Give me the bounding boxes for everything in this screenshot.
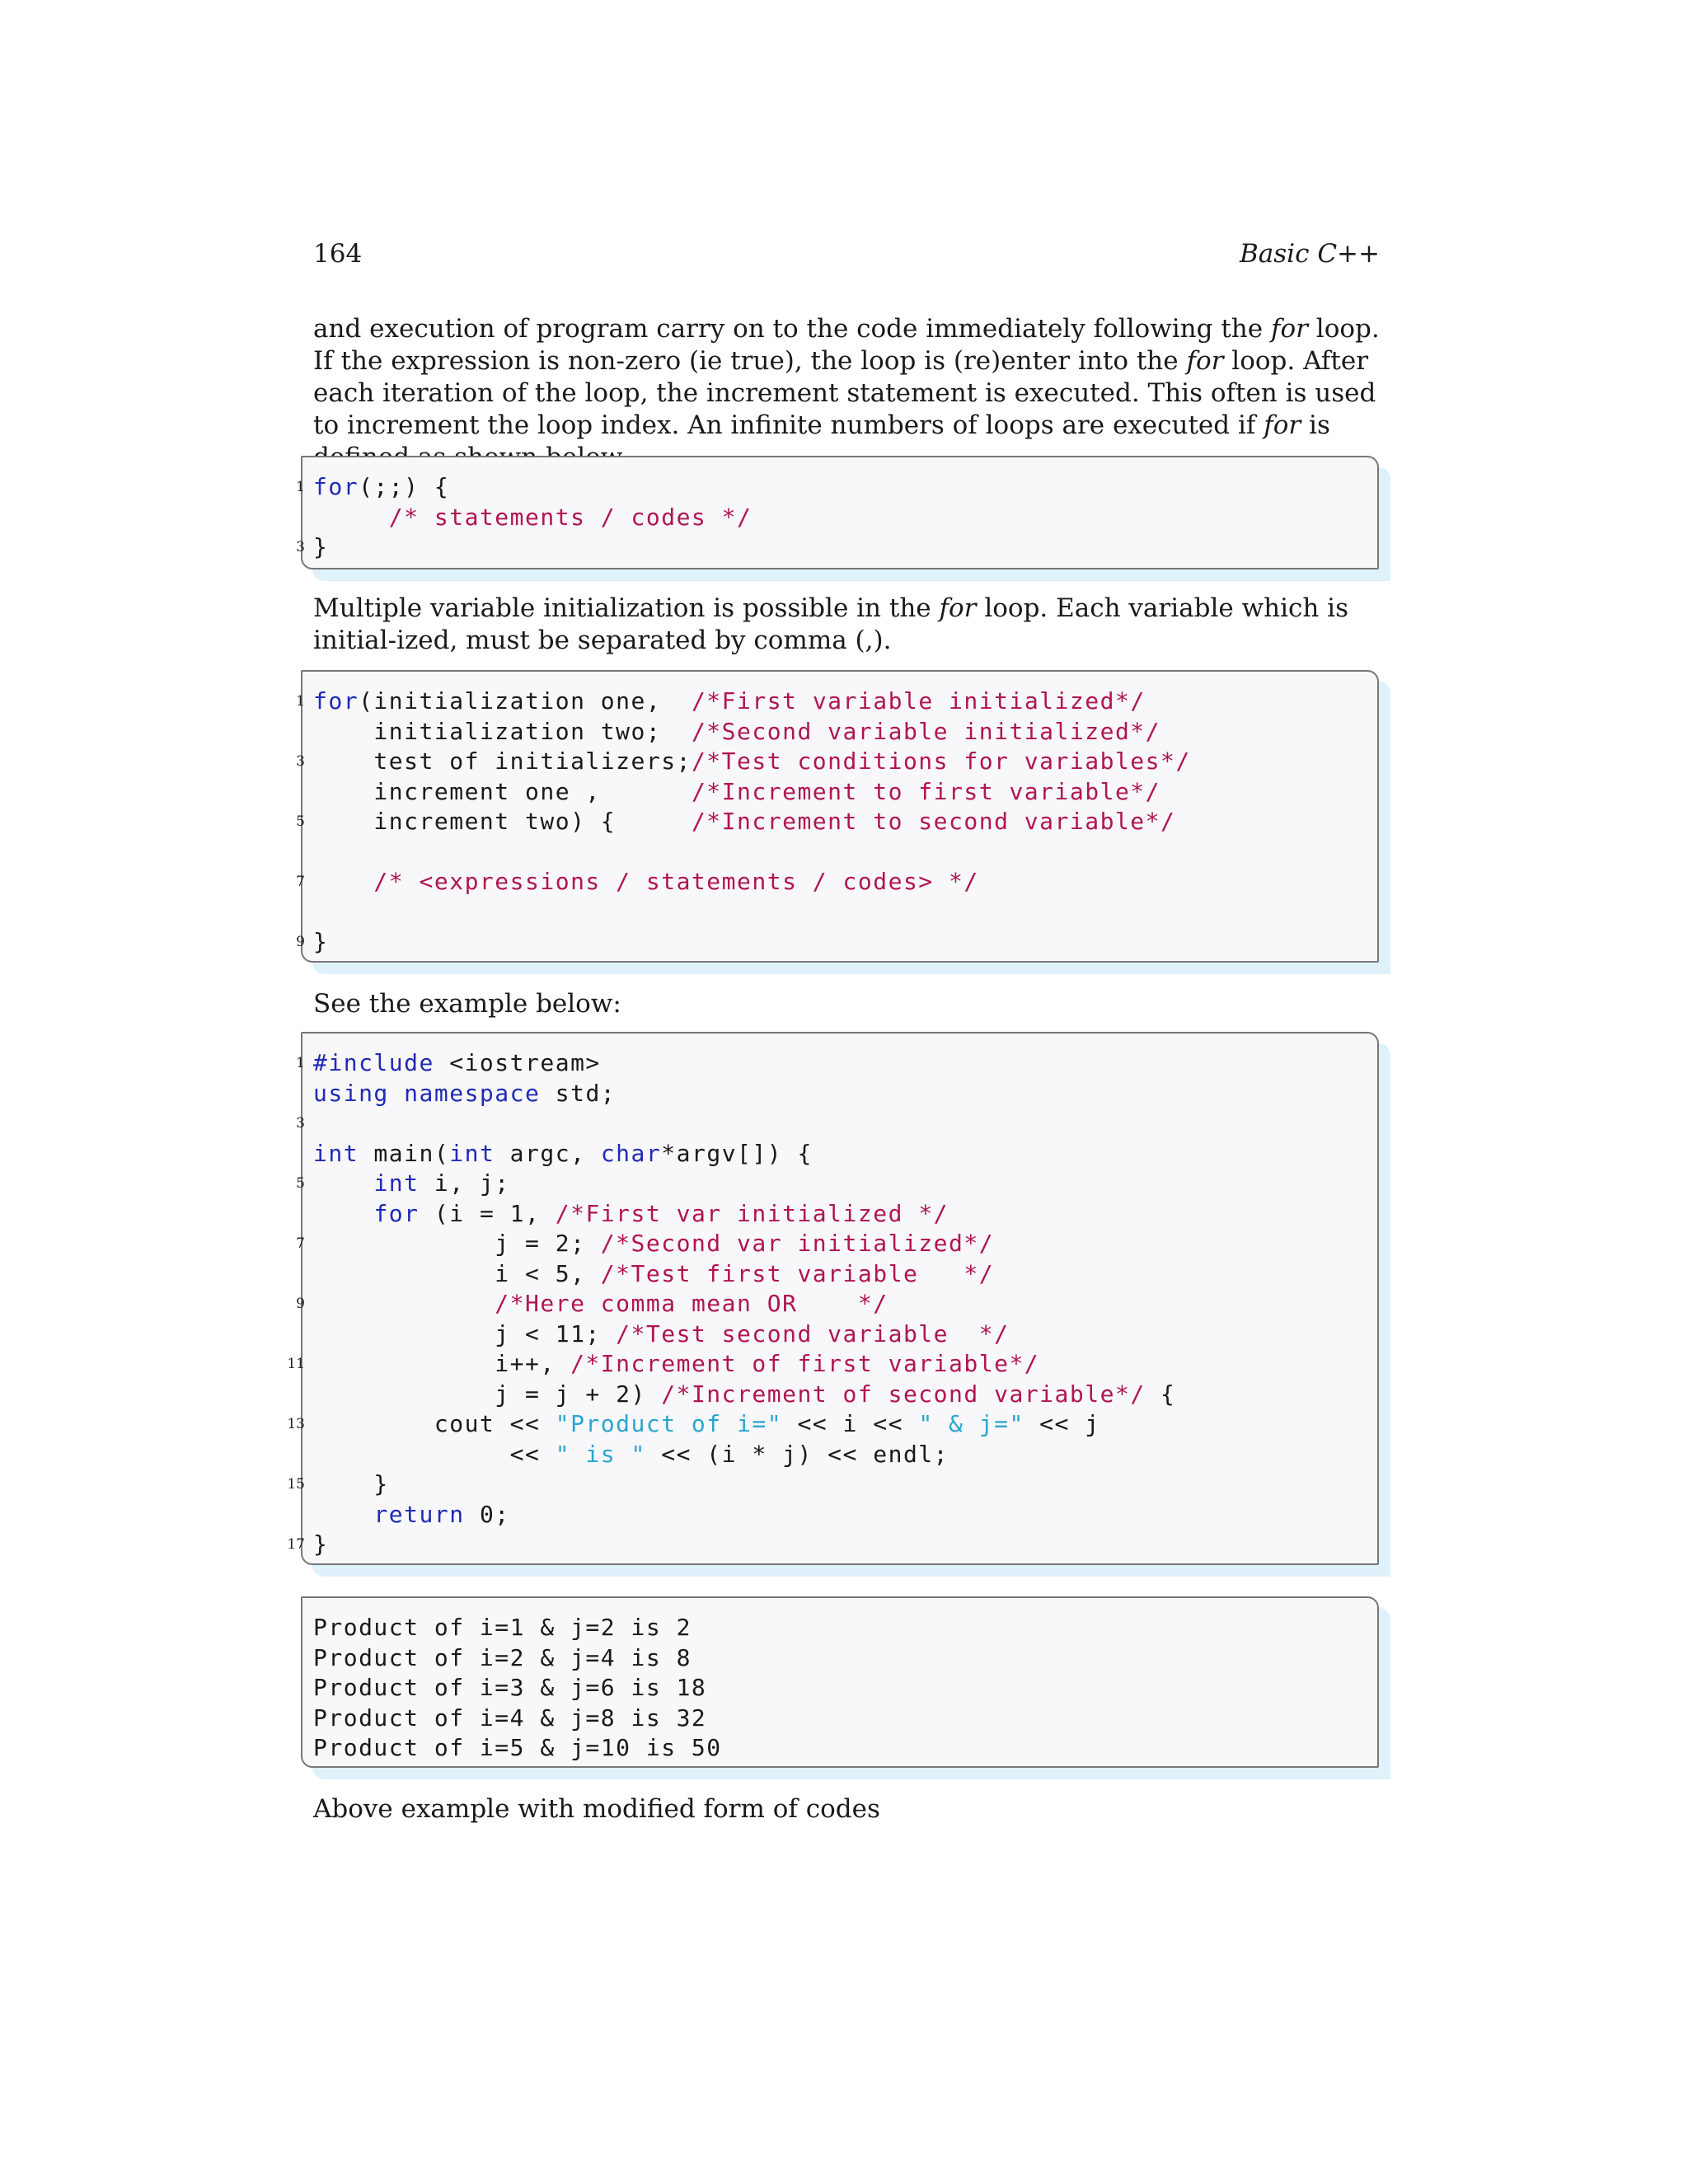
code-comment: /*Test second variable */ <box>616 1319 1010 1347</box>
code-text: increment two) { <box>313 808 692 835</box>
code-line <box>296 807 1379 837</box>
emphasis-for-keyword: for <box>1270 314 1308 344</box>
line-number: 5 <box>296 813 305 830</box>
code-line <box>287 1530 1379 1560</box>
code-line <box>296 1169 1379 1199</box>
line-number: 3 <box>296 1115 305 1132</box>
line-number: 9 <box>296 934 305 950</box>
emphasis-for-keyword: for <box>939 593 977 623</box>
code-text: } <box>313 1470 389 1497</box>
line-number: 17 <box>287 1536 305 1553</box>
code-text: (i = 1, <box>419 1199 556 1227</box>
code-line <box>313 1199 1379 1230</box>
code-keyword: for <box>313 687 359 715</box>
line-number: 7 <box>296 1235 305 1252</box>
emphasis-for-keyword: for <box>1264 410 1301 440</box>
paragraph-modified-example <box>313 1793 1380 1825</box>
code-text: increment one , <box>313 777 692 805</box>
code-text <box>313 1200 373 1227</box>
code-text: *argv[]) { <box>661 1139 813 1167</box>
code-text <box>313 1290 495 1317</box>
code-string: " & j=" <box>918 1410 1025 1437</box>
paragraph-text: loop. Each variable which is initial-ized, must be separated by comma (,). <box>313 593 1348 655</box>
code-keyword: #include <box>313 1049 434 1076</box>
code-text: i++, <box>313 1350 571 1377</box>
paragraph-text: and execution of program carry on to the code immediately following the <box>313 314 1271 344</box>
line-number: 1 <box>296 693 305 710</box>
code-comment: /*First variable initialized*/ <box>691 687 1146 715</box>
code-text: 0; <box>464 1500 510 1528</box>
line-number: 9 <box>296 1296 305 1312</box>
code-line <box>296 687 1379 717</box>
code-line <box>313 777 1379 808</box>
code-listing-example-program <box>287 1032 1379 1565</box>
code-text: Product of i=2 & j=4 is 8 <box>313 1643 692 1671</box>
code-line <box>313 1613 1379 1643</box>
code-text: initialization two; <box>313 717 692 745</box>
page-number: 164 <box>313 239 363 269</box>
code-text: { <box>1145 1380 1176 1408</box>
code-text: << i << <box>782 1410 919 1437</box>
code-line <box>313 1440 1379 1470</box>
code-text: Product of i=3 & j=6 is 18 <box>313 1674 707 1701</box>
emphasis-for-keyword: for <box>1186 346 1224 376</box>
code-line <box>296 867 1379 898</box>
code-line <box>313 1259 1379 1290</box>
code-text: << j <box>1024 1410 1100 1437</box>
code-keyword: int <box>449 1139 495 1167</box>
code-line <box>313 1733 1379 1764</box>
code-comment: /*Increment of first variable*/ <box>570 1350 1040 1377</box>
paragraph-see-example <box>313 988 1380 1020</box>
line-number: 3 <box>296 753 305 770</box>
code-text: std; <box>540 1079 617 1107</box>
code-line <box>287 1409 1379 1440</box>
code-line <box>296 1048 1379 1079</box>
code-comment: /*Test conditions for variables*/ <box>691 748 1191 775</box>
line-number: 5 <box>296 1175 305 1192</box>
code-text: << <box>313 1440 556 1468</box>
code-line <box>296 1229 1379 1259</box>
code-keyword: for <box>373 1199 420 1227</box>
code-line <box>313 1319 1379 1350</box>
code-string: "Product of i=" <box>555 1410 783 1437</box>
code-text: j = j + 2) <box>313 1380 662 1408</box>
code-line <box>313 1380 1379 1410</box>
code-line <box>313 1673 1379 1704</box>
code-comment: /*Increment of second variable*/ <box>661 1380 1146 1408</box>
code-line <box>313 717 1379 748</box>
code-string: " is " <box>555 1440 646 1468</box>
code-line <box>313 503 1379 533</box>
code-comment: /*Increment to second variable*/ <box>691 808 1176 835</box>
code-keyword: int <box>313 1139 359 1167</box>
code-comment: /*Here comma mean OR */ <box>495 1290 889 1317</box>
code-listing-multiple-initialization <box>296 670 1379 963</box>
line-number: 13 <box>287 1416 305 1432</box>
code-comment: /*Second variable initialized*/ <box>691 717 1161 745</box>
line-number: 7 <box>296 874 305 890</box>
paragraph-text: is <box>1309 410 1330 440</box>
code-line <box>313 837 1379 868</box>
paragraph-text: loop. If the expression is non-zero (ie true), the loop is (re)enter into the <box>313 314 1380 376</box>
code-line <box>313 1139 1379 1169</box>
code-listing-infinite-loop <box>296 456 1379 569</box>
code-text: test of initializers; <box>313 748 692 775</box>
code-text: } <box>313 1530 329 1558</box>
paragraph-for-loop-explanation <box>313 313 1380 474</box>
code-line <box>313 898 1379 928</box>
code-text: cout << <box>313 1410 556 1437</box>
code-text: main( <box>359 1139 450 1167</box>
code-text: Product of i=5 & j=10 is 50 <box>313 1734 722 1761</box>
code-keyword: int <box>373 1169 420 1197</box>
code-keyword: return <box>373 1500 465 1528</box>
line-number: 11 <box>287 1356 305 1372</box>
code-line <box>287 1349 1379 1380</box>
code-keyword: using namespace <box>313 1079 541 1107</box>
code-keyword: char <box>600 1139 662 1167</box>
code-text: argc, <box>495 1139 601 1167</box>
code-line <box>287 1469 1379 1500</box>
running-head: Basic C++ <box>1240 239 1380 269</box>
code-text: j = 2; <box>313 1230 601 1257</box>
line-number: 1 <box>296 1055 305 1071</box>
paragraph-text: Multiple variable initialization is possible in the <box>313 593 940 623</box>
line-number: 1 <box>296 479 305 495</box>
code-text <box>313 1501 373 1528</box>
program-output-box <box>301 1596 1379 1768</box>
code-comment: /*First var initialized */ <box>555 1199 950 1227</box>
code-comment: /*Increment to first variable*/ <box>691 777 1161 805</box>
paragraph-multiple-initialization <box>313 593 1380 657</box>
code-line <box>296 472 1379 503</box>
code-text: } <box>313 533 329 560</box>
code-line <box>313 1704 1379 1734</box>
line-number: 3 <box>296 539 305 555</box>
code-line <box>296 747 1379 777</box>
code-comment: /*Test first variable */ <box>600 1259 995 1287</box>
code-text: i < 5, <box>313 1259 601 1287</box>
paragraph-text: Above example with modified form of codes <box>313 1794 880 1824</box>
code-text: Product of i=1 & j=2 is 2 <box>313 1614 692 1641</box>
paragraph-text: loop. After each iteration of the loop, the increment statement is executed. This often is used to increment the loop index. An infinite numbers of loops are executed if <box>313 346 1376 440</box>
paragraph-text: See the example below: <box>313 989 621 1019</box>
code-text: } <box>313 928 329 955</box>
code-line <box>313 1500 1379 1530</box>
line-number: 15 <box>287 1476 305 1493</box>
code-line <box>296 532 1379 563</box>
code-text: (initialization one, <box>359 687 692 715</box>
code-keyword: for <box>313 473 359 500</box>
code-comment: /* statements / codes */ <box>313 503 753 531</box>
code-line <box>313 1079 1379 1109</box>
code-comment: /* <expressions / statements / codes> */ <box>313 868 979 895</box>
code-line <box>296 1289 1379 1319</box>
code-text: <iostream> <box>434 1049 601 1076</box>
code-line <box>296 927 1379 958</box>
code-comment: /*Second var initialized*/ <box>600 1230 995 1257</box>
code-line <box>313 1643 1379 1674</box>
code-text: i, j; <box>419 1169 510 1197</box>
code-text: j < 11; <box>313 1319 617 1347</box>
code-text: Product of i=4 & j=8 is 32 <box>313 1704 707 1732</box>
code-text: << (i * j) << endl; <box>645 1440 950 1468</box>
code-line <box>296 1108 1379 1139</box>
code-text: (;;) { <box>359 473 450 500</box>
code-text <box>313 1169 373 1197</box>
